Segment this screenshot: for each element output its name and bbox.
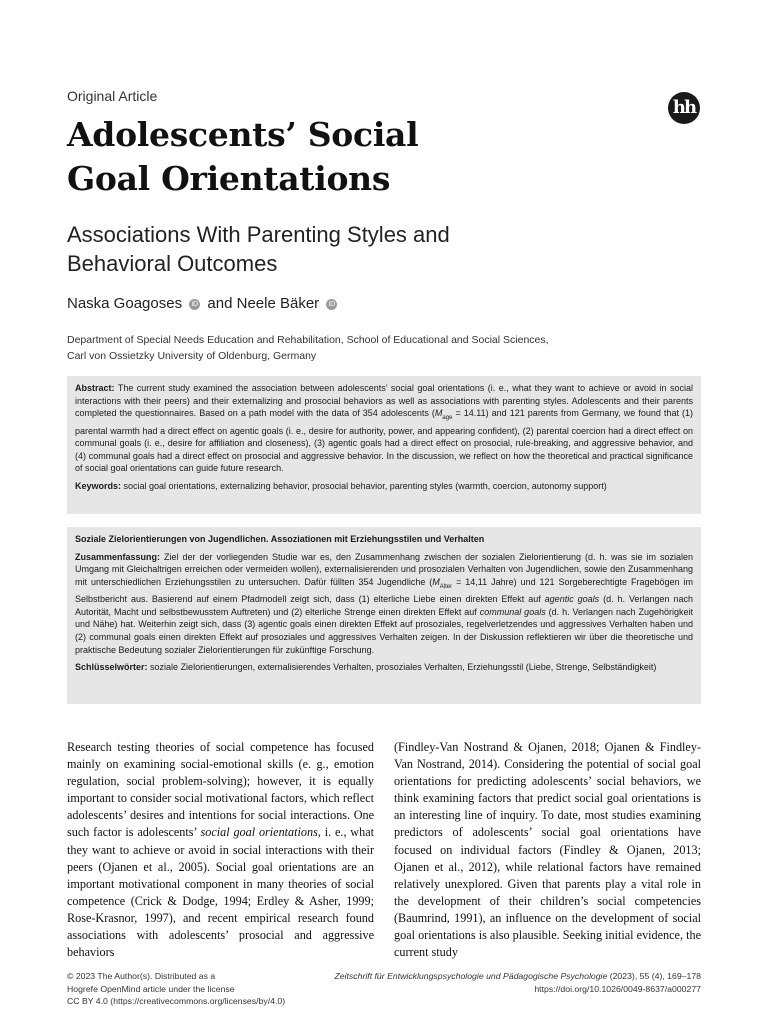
subtitle-line-1: Associations With Parenting Styles and xyxy=(67,222,450,247)
journal-name: Zeitschrift für Entwicklungspsychologie und Pädagogische Psychologie xyxy=(334,971,608,981)
abstract-paragraph xyxy=(75,382,693,475)
orcid-icon[interactable]: iD xyxy=(326,299,337,310)
keywords-paragraph xyxy=(75,480,693,493)
body-text: Research testing theories of social competence has focused mainly on examining social-emotional skills (e. g., emotion regulation, social problem-solving); however, it is equally important to consider social motivational factors, which reflect adolescents’ desires and intentions for social interactions. One such factor is adolescents’ xyxy=(67,740,374,840)
license-link[interactable]: CC BY 4.0 (https://creativecommons.org/licenses/by/4.0) xyxy=(67,996,286,1006)
affiliation-line-2: Carl von Ossietzky University of Oldenburg, Germany xyxy=(67,350,317,362)
license-line: Hogrefe OpenMind article under the license xyxy=(67,983,235,994)
author-name: Naska Goagoses xyxy=(67,295,183,312)
license-line: © 2023 The Author(s). Distributed as a xyxy=(67,971,216,981)
german-heading xyxy=(75,533,693,546)
publisher-logo: hh xyxy=(668,92,700,124)
german-title: Soziale Zielorientierungen von Jugendlichen. Assoziationen mit Erziehungsstilen und Verhalten xyxy=(75,534,485,544)
volume-pages: (2023), 55 (4), 169–178 xyxy=(607,971,701,981)
license-notice xyxy=(67,970,307,1008)
author-name: Neele Bäker xyxy=(236,295,320,312)
keywords-label: Keywords: xyxy=(75,480,122,491)
citation-info xyxy=(290,970,701,995)
orcid-icon[interactable]: iD xyxy=(189,299,200,310)
mean-age-subscript: age xyxy=(442,414,453,421)
title-line-2: Goal Orientations xyxy=(67,159,391,198)
body-text: , i. e., what they want to achieve or avoid in social interactions with their peers (Ojanen et al., 2005). Social goal orientations are an important motivational component in many theories of social competence (Crick & Dodge, 1994; Erdley & Asher, 1999; Rose-Krasnor, 1997), and recent empirical research found associations with adolescents’ prosocial and aggressive behaviors xyxy=(67,825,375,960)
mean-age-symbol: M xyxy=(432,576,440,587)
zusammenfassung-paragraph xyxy=(75,551,693,657)
author-list xyxy=(67,295,340,312)
abstract-text: The current study examined the association between adolescents’ social goal orientations (i. e., what they want to achieve or avoid in social interactions with their peers) and their externalizing and prosocial behaviors as well as associations with parenting styles. Adolescents and their parents completed the questionnaires. Based on a path model with the data of 354 adolescents ( xyxy=(75,383,693,419)
doi-link[interactable]: https://doi.org/10.1026/0049-8637/a000277 xyxy=(534,983,701,994)
journal-citation xyxy=(290,970,701,983)
subtitle-line-2: Behavioral Outcomes xyxy=(67,251,278,276)
zusammenfassung-text: = 14,11 Jahre) und 121 Sorgeberechtigte Fragebögen im Selbstbericht aus. Basierend auf einem Pfadmodell zeigt sich, dass (1) elterliche Liebe einen direkten Effekt auf xyxy=(75,576,693,605)
abstract-box-german xyxy=(67,527,701,704)
emphasis-term: agentic goals xyxy=(544,594,600,605)
keywords-text: social goal orientations, externalizing behavior, prosocial behavior, parenting styles (warmth, coercion, autonomy support) xyxy=(123,480,607,491)
author-connector: and xyxy=(207,295,233,312)
abstract-text: = 14.11) and 121 parents from Germany, we found that (1) parental warmth had a direct effect on agentic goals (i. e., desire for authority, power, and appearing confident), (2) parental coercion had a direct effect on communal goals (i. e., desire for affiliation and closeness), (3) agentic goals had a direct effect on prosocial, rule-breaking, and aggressive behavior, and (4) communal goals had a direct effect on prosocial and aggressive behavior. In the discussion, we reflect on how the theoretical and practical significance of social goal orientations can guide future research. xyxy=(75,408,693,474)
zusammenfassung-text: Ziel der der vorliegenden Studie war es, den Zusammenhang zwischen der sozialen Zielorientierung (d. h. was sie im sozialen Umgang mit Gleichaltrigen erreichen oder vermeiden wollen), externalisierenden und prosozialen Verhalten von Jugendlichen, sowie den Zusammenhang mit unterschiedlichen Erziehungsstilen zu untersuchen. Dafür füllten 354 Jugendliche ( xyxy=(75,551,693,587)
zusammenfassung-text: (d. h. Verlangen nach Zugehörigkeit und Nähe) hat. Weiterhin zeigt sich, dass (3) agentic goals einen direkten Effekt auf prosoziales, regelverletzendes und aggressives Verhalten haben und (2) communal goals einen direkten Effekt auf prosoziales und aggressives Verhalten zeigen. In der Diskussion reflektieren wir über die theoretische und praktische Bedeutung sozialer Zielorientierungen für zukünftige Forschung. xyxy=(75,606,693,655)
schluesselwoerter-label: Schlüsselwörter: xyxy=(75,662,148,673)
abstract-label: Abstract: xyxy=(75,383,115,393)
schluesselwoerter-paragraph xyxy=(75,661,693,674)
affiliation xyxy=(67,332,687,364)
mean-age-symbol: M xyxy=(434,408,443,419)
body-column-right: (Findley-Van Nostrand & Ojanen, 2018; Ojanen & Findley-Van Nostrand, 2014). Considering the potential of social goal orientations for predicting adolescents’ social behaviors, we think examining factors that predict social goal orientations is an interesting line of inquiry. To date, most studies examining predictors of adolescents’ social goal orientations have focused on individual factors (Findley & Ojanen, 2013; Ojanen et al., 2012), while relational factors have remained relatively unexplored. Given that parents play a vital role in the development of their children’s social competencies (Baumrind, 1991), an influence on the development of social goal orientations is also plausible. Seeking initial evidence, the current study xyxy=(394,740,701,960)
title-line-1: Adolescents’ Social xyxy=(67,115,419,154)
emphasis-term: social goal orientations xyxy=(200,825,318,840)
schluesselwoerter-text: soziale Zielorientierungen, externalisierendes Verhalten, prosoziales Verhalten, Erziehungsstil (Liebe, Strenge, Selbständigkeit) xyxy=(150,662,657,673)
mean-age-subscript: Alter xyxy=(439,583,453,590)
abstract-box-english xyxy=(67,376,701,514)
zusammenfassung-text: (d. h. Verlangen nach Autorität, Macht und selbstbewusstem Auftreten) und (2) elterliche Strenge einen direkten Effekt auf xyxy=(75,594,693,617)
zusammenfassung-label: Zusammenfassung: xyxy=(75,551,161,562)
article-subtitle xyxy=(67,220,627,278)
affiliation-line-1: Department of Special Needs Education and Rehabilitation, School of Educational and Social Sciences, xyxy=(67,334,549,346)
emphasis-term: communal goals xyxy=(479,606,546,617)
article-title xyxy=(67,113,587,201)
article-type-label: Original Article xyxy=(67,88,158,104)
body-column-left xyxy=(67,739,374,961)
